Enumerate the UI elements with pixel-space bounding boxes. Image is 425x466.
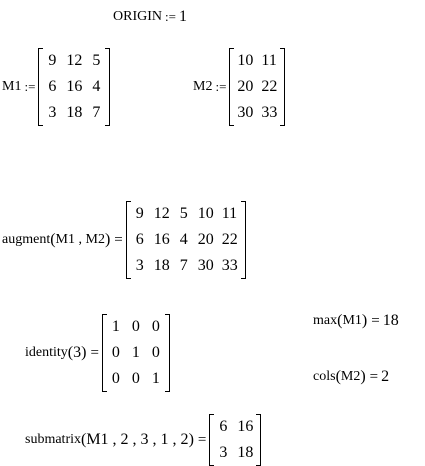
matrix-cell: 5 xyxy=(179,205,188,222)
cols-args: M2 xyxy=(340,369,361,384)
matrix-cell: 7 xyxy=(92,104,101,121)
matrix-row xyxy=(42,74,106,100)
matrix-cell: 12 xyxy=(66,52,83,69)
matrix-cell: 0 xyxy=(111,344,120,361)
matrix-cell: 0 xyxy=(151,318,160,335)
matrix-cell: 10 xyxy=(237,52,254,69)
close-paren: ) xyxy=(360,368,366,385)
matrix-cell: 12 xyxy=(153,205,170,222)
matrix-row xyxy=(106,366,166,392)
matrix-cell: 4 xyxy=(179,231,188,248)
matrix-cell: 3 xyxy=(48,104,57,121)
m2-label: M2 xyxy=(193,79,213,94)
matrix-cell: 16 xyxy=(237,418,254,435)
matrix-cell: 6 xyxy=(48,78,57,95)
matrix-cell: 18 xyxy=(237,444,254,461)
m2-definition[interactable] xyxy=(193,48,285,126)
submatrix-args: M1 , 2 , 3 , 1 , 2 xyxy=(86,431,189,448)
matrix-cell: 33 xyxy=(261,104,278,121)
matrix-cell: 22 xyxy=(261,78,278,95)
matrix-cell: 1 xyxy=(111,318,120,335)
origin-value: 1 xyxy=(178,8,187,25)
origin-expression[interactable] xyxy=(113,7,187,27)
matrix-cell: 16 xyxy=(66,78,83,95)
matrix-cell: 11 xyxy=(261,52,277,69)
assign-operator: := xyxy=(24,79,36,94)
max-function: max xyxy=(313,313,338,328)
matrix-row xyxy=(106,340,166,366)
matrix-row xyxy=(42,48,106,74)
matrix-cell: 18 xyxy=(153,257,170,274)
open-paren: ( xyxy=(67,344,74,361)
equals-operator: = xyxy=(90,344,99,361)
max-args: M1 xyxy=(342,313,362,328)
m1-matrix xyxy=(38,48,110,126)
matrix-row xyxy=(213,414,257,440)
matrix-cell: 18 xyxy=(66,104,83,121)
matrix-cell: 11 xyxy=(221,205,238,222)
equals-operator: = xyxy=(114,231,123,248)
matrix-cell: 1 xyxy=(151,370,160,387)
matrix-cell: 3 xyxy=(135,257,144,274)
matrix-cell: 3 xyxy=(219,444,228,461)
equals-operator: = xyxy=(371,312,380,329)
matrix-cell: 22 xyxy=(221,231,238,248)
open-paren: ( xyxy=(50,231,56,248)
augment-expression[interactable] xyxy=(2,201,246,279)
cols-result: 2 xyxy=(381,368,390,385)
submatrix-result-matrix xyxy=(209,414,261,466)
identity-function: identity xyxy=(25,345,68,360)
cols-expression[interactable] xyxy=(313,366,389,388)
assign-operator: := xyxy=(165,9,176,24)
identity-args: 3 xyxy=(73,344,82,361)
close-paren: ) xyxy=(188,431,194,448)
origin-label: ORIGIN xyxy=(113,9,162,24)
matrix-row xyxy=(233,100,281,126)
matrix-cell: 6 xyxy=(135,231,144,248)
m2-matrix xyxy=(229,48,285,126)
matrix-cell: 20 xyxy=(237,78,254,95)
m1-definition[interactable] xyxy=(2,48,110,126)
augment-result-matrix xyxy=(126,201,246,279)
matrix-row xyxy=(42,100,106,126)
matrix-cell: 9 xyxy=(135,205,144,222)
augment-function: augment xyxy=(2,232,51,247)
max-result: 18 xyxy=(382,312,399,329)
open-paren: ( xyxy=(81,431,87,448)
matrix-row xyxy=(233,74,281,100)
matrix-cell: 33 xyxy=(221,257,238,274)
cols-function: cols xyxy=(313,369,336,384)
close-paren: ) xyxy=(104,231,111,248)
matrix-cell: 16 xyxy=(153,231,170,248)
assign-operator: := xyxy=(215,79,227,94)
matrix-cell: 30 xyxy=(197,257,214,274)
matrix-row xyxy=(130,227,242,253)
matrix-cell: 1 xyxy=(131,344,140,361)
matrix-row xyxy=(106,314,166,340)
matrix-cell: 10 xyxy=(197,205,214,222)
m1-label: M1 xyxy=(2,79,22,94)
close-paren: ) xyxy=(81,344,87,361)
matrix-row xyxy=(233,48,281,74)
identity-expression[interactable] xyxy=(25,314,170,392)
max-expression[interactable] xyxy=(313,310,399,332)
matrix-cell: 6 xyxy=(219,418,228,435)
open-paren: ( xyxy=(337,312,343,329)
matrix-cell: 0 xyxy=(151,344,160,361)
equals-operator: = xyxy=(197,431,207,448)
equals-operator: = xyxy=(369,368,379,385)
matrix-row xyxy=(130,201,242,227)
submatrix-function: submatrix xyxy=(25,432,81,447)
matrix-row xyxy=(130,253,242,279)
matrix-cell: 4 xyxy=(92,78,101,95)
matrix-row xyxy=(213,440,257,466)
open-paren: ( xyxy=(335,368,341,385)
matrix-cell: 0 xyxy=(111,370,120,387)
matrix-cell: 9 xyxy=(48,52,57,69)
matrix-cell: 0 xyxy=(131,370,140,387)
close-paren: ) xyxy=(361,312,368,329)
identity-result-matrix xyxy=(102,314,170,392)
matrix-cell: 7 xyxy=(179,257,188,274)
submatrix-expression[interactable] xyxy=(25,414,261,466)
matrix-cell: 30 xyxy=(237,104,254,121)
augment-args: M1 , M2 xyxy=(55,232,105,247)
matrix-cell: 20 xyxy=(197,231,214,248)
matrix-cell: 0 xyxy=(131,318,140,335)
matrix-cell: 5 xyxy=(92,52,101,69)
